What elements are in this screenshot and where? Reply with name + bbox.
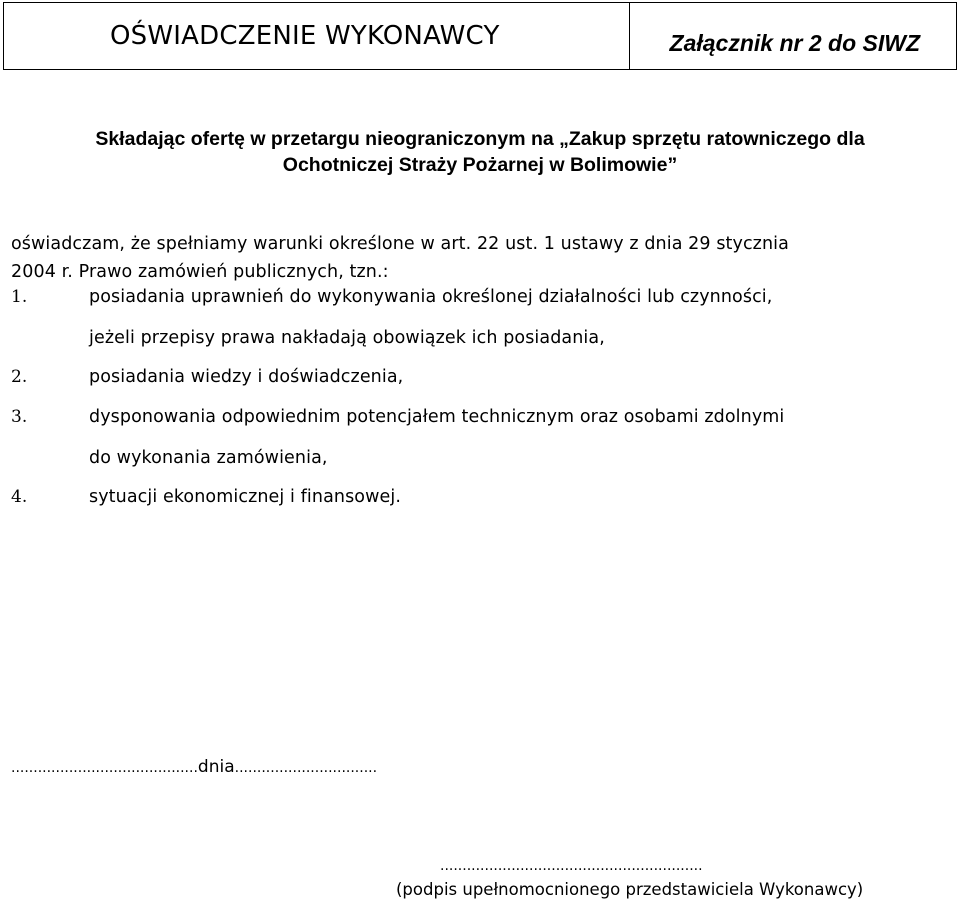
intro-line-2: Ochotniczej Straży Pożarnej w Bolimowie”: [282, 154, 678, 176]
document-title: OŚWIADCZENIE WYKONAWCY: [4, 3, 630, 69]
condition-text: sytuacji ekonomicznej i finansowej.: [89, 487, 402, 507]
place-dots: ..........................................: [11, 760, 198, 776]
condition-number: 2.: [11, 367, 28, 387]
intro-paragraph: [20, 126, 940, 178]
condition-text-continued: do wykonania zamówienia,: [89, 448, 328, 468]
condition-text: posiadania uprawnień do wykonywania określonej działalności lub czynności,: [89, 287, 773, 307]
intro-line-1: Składając ofertę w przetargu nieograniczonym na „Zakup sprzętu ratowniczego dla: [95, 128, 865, 150]
condition-number: 3.: [11, 407, 28, 427]
declaration-line-1: oświadczam, że spełniamy warunki określone w art. 22 ust. 1 ustawy z dnia 29 stycznia: [11, 234, 789, 254]
signature-label: (podpis upełnomocnionego przedstawiciela Wykonawcy): [396, 880, 864, 899]
condition-number: 1.: [11, 287, 28, 307]
condition-text: dysponowania odpowiednim potencjałem technicznym oraz osobami zdolnymi: [89, 407, 785, 427]
date-dots: ................................: [234, 760, 378, 776]
place-date-line: [11, 757, 377, 777]
declaration-line-2: 2004 r. Prawo zamówień publicznych, tzn.:: [11, 262, 389, 282]
condition-text-continued: jeżeli przepisy prawa nakładają obowiązek ich posiadania,: [89, 328, 605, 348]
condition-text: posiadania wiedzy i doświadczenia,: [89, 367, 404, 387]
attachment-label: Załącznik nr 2 do SIWZ: [669, 30, 920, 56]
date-word: dnia: [197, 757, 235, 777]
condition-number: 4.: [11, 487, 28, 507]
signature-dots: ...........................................................: [440, 858, 703, 874]
declaration-paragraph: [11, 230, 951, 286]
header-box: [3, 2, 957, 70]
